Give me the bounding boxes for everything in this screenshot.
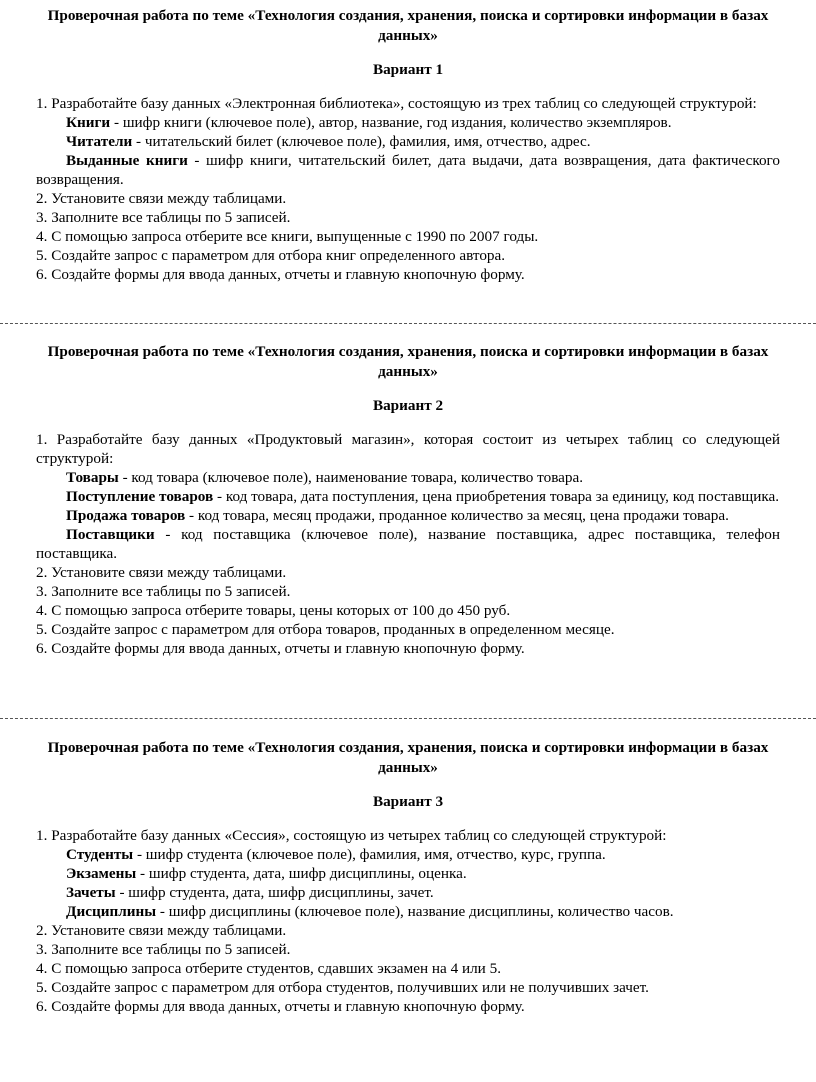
table-name: Продажа товаров [66,507,186,524]
variant-2 [0,342,816,658]
variant-1 [0,6,816,284]
table-fields: - шифр книги (ключевое поле), автор, название, год издания, количество экземпляров. [110,114,672,131]
table-description [36,506,780,525]
cut-line-divider [0,323,816,324]
table-fields: - код товара (ключевое поле), наименование товара, количество товара. [118,469,584,486]
table-name: Поставщики [66,526,155,543]
table-name: Товары [66,469,119,486]
table-name: Поступление товаров [66,488,214,505]
task-item: 6. Создайте формы для ввода данных, отчеты и главную кнопочную форму. [36,998,525,1015]
table-name: Экзамены [66,865,137,882]
table-name: Читатели [66,133,133,150]
task-item: 5. Создайте запрос с параметром для отбора студентов, получивших или не получивших зачет. [36,979,649,996]
task-intro: 1. Разработайте базу данных «Сессия», состоящую из четырех таблиц со следующей структурой: [36,827,667,844]
variant-name: Вариант 2 [372,397,444,414]
task-item: 4. С помощью запроса отберите студентов, сдавших экзамен на 4 или 5. [36,960,501,977]
table-description [36,883,780,902]
variant-3 [0,738,816,1016]
table-description [36,132,780,151]
table-fields: - шифр студента (ключевое поле), фамилия, имя, отчество, курс, группа. [133,846,606,863]
table-description [36,845,780,864]
task-item: 5. Создайте запрос с параметром для отбора книг определенного автора. [36,247,506,264]
task-item: 6. Создайте формы для ввода данных, отчеты и главную кнопочную форму. [36,266,525,283]
task-item: 6. Создайте формы для ввода данных, отчеты и главную кнопочную форму. [36,640,525,657]
table-description [36,113,780,132]
table-fields: - шифр студента, дата, шифр дисциплины, оценка. [136,865,467,882]
task-item: 2. Установите связи между таблицами. [36,564,287,581]
table-fields: - шифр книги, читательский билет, дата выдачи, дата возвращения, дата фактического возвращения. [36,152,780,188]
task-item: 3. Заполните все таблицы по 5 записей. [36,583,291,600]
task-intro: 1. Разработайте базу данных «Электронная библиотека», состоящую из трех таблиц со следующей структурой: [36,95,757,112]
variant-name: Вариант 3 [372,793,444,810]
task-intro: 1. Разработайте базу данных «Продуктовый магазин», которая состоит из четырех таблиц со следующей структурой: [36,431,780,467]
table-fields: - читательский билет (ключевое поле), фамилия, имя, отчество, адрес. [132,133,591,150]
variant-title: Проверочная работа по теме «Технология создания, хранения, поиска и сортировки информации в базах данных» [47,739,769,776]
table-description [36,902,780,921]
table-fields: - шифр студента, дата, шифр дисциплины, зачет. [115,884,434,901]
task-item: 3. Заполните все таблицы по 5 записей. [36,209,291,226]
variant-title: Проверочная работа по теме «Технология создания, хранения, поиска и сортировки информации в базах данных» [47,343,769,380]
task-item: 5. Создайте запрос с параметром для отбора товаров, проданных в определенном месяце. [36,621,615,638]
task-item: 2. Установите связи между таблицами. [36,190,287,207]
task-item: 3. Заполните все таблицы по 5 записей. [36,941,291,958]
table-name: Студенты [66,846,134,863]
table-name: Дисциплины [66,903,157,920]
table-description [36,864,780,883]
table-description [36,525,780,563]
task-item: 4. С помощью запроса отберите все книги, выпущенные с 1990 по 2007 годы. [36,228,539,245]
table-fields: - код товара, дата поступления, цена приобретения товара за единицу, код поставщика. [213,488,780,505]
variant-title: Проверочная работа по теме «Технология создания, хранения, поиска и сортировки информации в базах данных» [47,7,769,44]
table-description [36,151,780,189]
table-description [36,468,780,487]
table-name: Выданные книги [66,152,188,169]
table-fields: - код товара, месяц продажи, проданное количество за месяц, цена продажи товара. [185,507,729,524]
task-item: 4. С помощью запроса отберите товары, цены которых от 100 до 450 руб. [36,602,511,619]
cut-line-divider [0,718,816,719]
task-item: 2. Установите связи между таблицами. [36,922,287,939]
variant-name: Вариант 1 [372,61,444,78]
table-fields: - шифр дисциплины (ключевое поле), название дисциплины, количество часов. [156,903,674,920]
table-name: Зачеты [66,884,116,901]
table-name: Книги [66,114,111,131]
table-fields: - код поставщика (ключевое поле), название поставщика, адрес поставщика, телефон поставщика. [36,526,780,562]
table-description [36,487,780,506]
